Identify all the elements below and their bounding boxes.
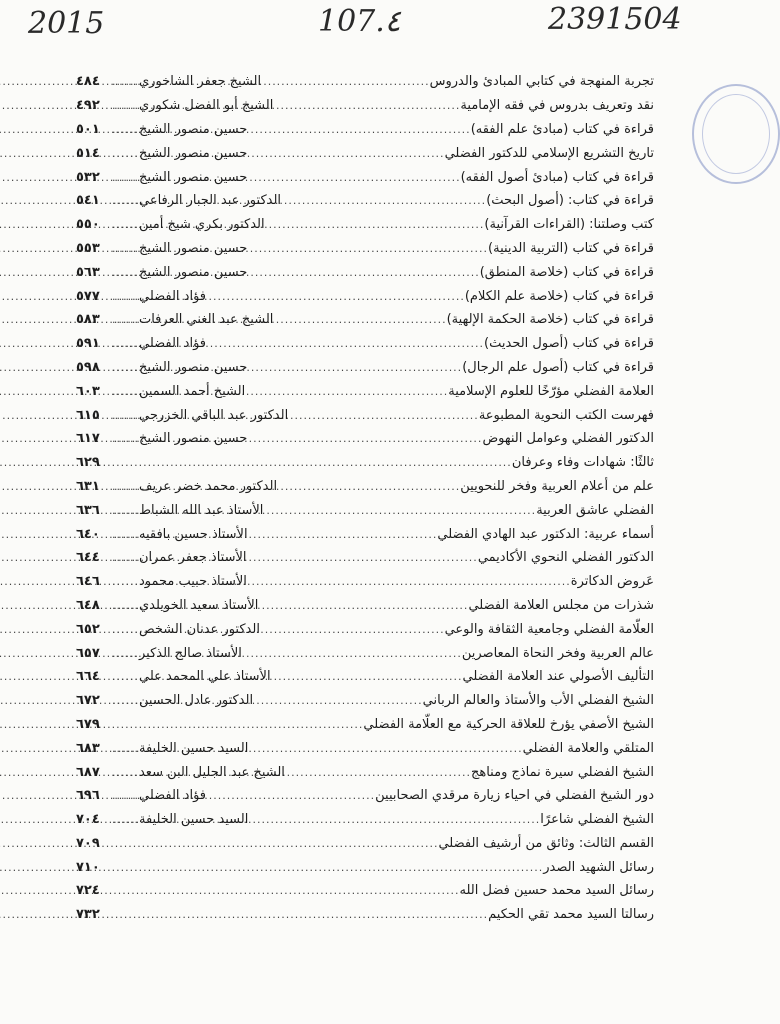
toc-entry-title: قراءة في كتاب (التربية الدينية) <box>488 240 654 256</box>
toc-entry <box>76 641 654 665</box>
toc-leader-dots <box>247 123 470 136</box>
toc-leader-dots <box>281 194 486 207</box>
toc-leader-dots <box>112 694 139 707</box>
toc-entry <box>76 855 654 879</box>
toc-leader-dots <box>285 766 471 779</box>
toc-leader-dots <box>112 171 139 184</box>
toc-leader-dots <box>112 837 438 850</box>
toc-entry-author: الشيخ أبو الفضل شكوري <box>138 98 274 114</box>
toc-entry-page-number: ٦٣١ <box>76 478 100 494</box>
toc-entry <box>76 903 654 927</box>
toc-leader-dots <box>112 575 139 588</box>
toc-entry-author: الدكتور بكري شيخ أمين <box>138 217 265 233</box>
toc-entry-title: قراءة في كتاب (أصول الحديث) <box>484 336 654 352</box>
toc-entry-title: قراءة في كتاب (خلاصة الحكمة الإلهية) <box>446 312 654 328</box>
toc-leader-dots <box>112 599 139 612</box>
toc-entry-title: نقد وتعريف بدروس في فقه الإمامية <box>460 98 654 114</box>
toc-entry-author: الأستاذ جعفر عمران <box>138 550 247 566</box>
toc-entry-title: عَروض الدكاترة <box>570 574 654 590</box>
toc-entry-page-number: ٧١٠ <box>76 859 100 875</box>
toc-leader-dots <box>112 480 139 493</box>
toc-leader-dots <box>245 385 448 398</box>
toc-entry <box>76 260 654 284</box>
toc-leader-dots <box>112 456 512 469</box>
toc-entry-page-number: ٥٣٢ <box>76 169 100 185</box>
toc-entry <box>76 665 654 689</box>
toc-entry-page-number: ٤٨٤ <box>76 74 100 90</box>
toc-leader-dots <box>247 171 460 184</box>
toc-entry <box>76 760 654 784</box>
toc-entry-title: الدكتور الفضلي النحوي الأكاديمي <box>477 550 654 566</box>
toc-leader-dots <box>112 908 488 921</box>
toc-entry-title: رسالتا السيد محمد تقي الحكيم <box>488 907 654 923</box>
toc-leader-dots <box>247 266 479 279</box>
toc-entry-title: قراءة في كتاب (أصول علم الرجال) <box>462 359 654 375</box>
toc-entry <box>76 736 654 760</box>
toc-leader-dots <box>112 718 363 731</box>
toc-entry-author: الشيخ عبد الجليل البن سعد <box>138 764 285 780</box>
toc-entry-page-number: ٧٢٤ <box>76 883 100 899</box>
toc-entry-page-number: ٥٨٣ <box>76 312 100 328</box>
toc-leader-dots <box>112 123 139 136</box>
toc-entry <box>76 403 654 427</box>
toc-leader-dots <box>260 623 445 636</box>
toc-leader-dots <box>261 75 429 88</box>
toc-leader-dots <box>112 313 139 326</box>
toc-leader-dots <box>112 218 139 231</box>
toc-entry <box>76 713 654 737</box>
toc-entry <box>76 70 654 94</box>
handwritten-call-number: 107.٤ <box>318 4 401 39</box>
toc-entry-title: قراءة في كتاب (خلاصة المنطق) <box>479 264 654 280</box>
toc-entry-title: التأليف الأصولي عند العلامة الفضلي <box>462 669 654 685</box>
toc-entry-title: الشيخ الأصفي يؤرخ للعلاقة الحركية مع العلّامة الفضلي <box>363 716 654 732</box>
toc-leader-dots <box>277 480 460 493</box>
handwritten-year: 2015 <box>28 6 105 41</box>
toc-entry-title: الشيخ الفضلي شاعرًا <box>540 812 654 828</box>
toc-entry-title: الدكتور الفضلي وعوامل النهوض <box>482 431 654 447</box>
toc-entry-page-number: ٥٧٧ <box>76 288 100 304</box>
toc-entry-author: الشيخ عبد الغني العرفات <box>138 312 274 328</box>
toc-entry <box>76 451 654 475</box>
toc-leader-dots <box>112 361 139 374</box>
toc-entry <box>76 808 654 832</box>
toc-entry-author: حسين منصور الشيخ <box>138 431 248 447</box>
toc-entry-author: حسين منصور الشيخ <box>138 145 248 161</box>
toc-entry-title: تجربة المنهجة في كتابي المبادئ والدروس <box>429 74 654 90</box>
toc-entry-page-number: ٦٩٦ <box>76 788 100 804</box>
toc-entry-author: الدكتور عدنان الشخص <box>138 621 260 637</box>
toc-entry-page-number: ٥٦٣ <box>76 264 100 280</box>
toc-entry-page-number: ٥٩٨ <box>76 359 100 375</box>
toc-leader-dots <box>112 385 139 398</box>
toc-entry-page-number: ٤٩٢ <box>76 98 100 114</box>
toc-leader-dots <box>112 337 139 350</box>
toc-leader-dots <box>206 337 484 350</box>
toc-entry <box>76 213 654 237</box>
toc-entry-author: حسين منصور الشيخ <box>138 264 248 280</box>
table-of-contents <box>76 70 654 927</box>
toc-leader-dots <box>112 75 139 88</box>
toc-entry-author: فؤاد الفضلي <box>138 288 207 304</box>
toc-entry-author: السيد حسين الخليفة <box>138 812 249 828</box>
toc-entry-page-number: ٥٥٣ <box>76 240 100 256</box>
toc-entry-author: فؤاد الفضلي <box>138 336 207 352</box>
toc-entry-title: العلّامة الفضلي وجامعية الثقافة والوعي <box>444 621 654 637</box>
toc-entry-page-number: ٦٤٨ <box>76 597 100 613</box>
toc-leader-dots <box>242 647 462 660</box>
toc-leader-dots <box>271 670 463 683</box>
toc-entry-title: علم من أعلام العربية وفخر للنحويين <box>460 478 654 494</box>
toc-leader-dots <box>273 99 460 112</box>
toc-entry-title: قراءة في كتاب (خلاصة علم الكلام) <box>464 288 654 304</box>
toc-entry-page-number: ٧٠٩ <box>76 835 100 851</box>
toc-leader-dots <box>112 99 139 112</box>
toc-entry-title: العلامة الفضلي مؤرّخًا للعلوم الإسلامية <box>448 383 654 399</box>
toc-entry <box>76 189 654 213</box>
toc-leader-dots <box>247 551 478 564</box>
toc-entry-title: الشيخ الفضلي الأب والأستاذ والعالم الرباني <box>422 693 654 709</box>
toc-entry-author: حسين منصور الشيخ <box>138 169 248 185</box>
toc-entry-page-number: ٥٥٠ <box>76 217 100 233</box>
toc-entry-title: ثالثًا: شهادات وفاء وعرفان <box>511 455 654 471</box>
toc-leader-dots <box>112 266 139 279</box>
toc-entry-page-number: ٦٨٣ <box>76 740 100 756</box>
toc-leader-dots <box>112 551 139 564</box>
toc-entry-page-number: ٦٥٢ <box>76 621 100 637</box>
toc-entry-title: قراءة في كتاب: (أصول البحث) <box>486 193 654 209</box>
toc-entry-author: الدكتور عادل الحسين <box>138 693 254 709</box>
toc-leader-dots <box>247 432 482 445</box>
toc-entry-page-number: ٦٤٠ <box>76 526 100 542</box>
toc-leader-dots <box>112 647 139 660</box>
toc-leader-dots <box>112 742 139 755</box>
handwritten-accession-number: 2391504 <box>548 2 682 37</box>
toc-entry-title: القسم الثالث: وثائق من أرشيف الفضلي <box>438 835 654 851</box>
toc-entry-page-number: ٧٠٤ <box>76 812 100 828</box>
toc-entry-title: قراءة في كتاب (مبادئ أصول الفقه) <box>460 169 654 185</box>
toc-leader-dots <box>248 528 438 541</box>
toc-entry-page-number: ٦٣٦ <box>76 502 100 518</box>
toc-leader-dots <box>263 504 536 517</box>
toc-entry-title: شذرات من مجلس العلامة الفضلي <box>468 597 654 613</box>
toc-leader-dots <box>112 409 139 422</box>
toc-leader-dots <box>112 528 139 541</box>
toc-entry-title: الشيخ الفضلي سيرة نماذج ومناهج <box>470 764 654 780</box>
toc-entry <box>76 237 654 261</box>
toc-entry-author: السيد حسين الخليفة <box>138 740 249 756</box>
toc-entry <box>76 141 654 165</box>
toc-entry <box>76 522 654 546</box>
toc-leader-dots <box>258 599 468 612</box>
toc-entry-page-number: ٦١٥ <box>76 407 100 423</box>
toc-entry-title: قراءة في كتاب (مبادئ علم الفقه) <box>470 121 654 137</box>
toc-entry-page-number: ٦٦٤ <box>76 669 100 685</box>
toc-entry <box>76 546 654 570</box>
toc-entry-page-number: ٥٩١ <box>76 336 100 352</box>
toc-entry <box>76 570 654 594</box>
toc-entry-author: الدكتور عبد الجبار الرفاعي <box>138 193 282 209</box>
toc-entry <box>76 356 654 380</box>
toc-entry-page-number: ٦٠٣ <box>76 383 100 399</box>
toc-entry-page-number: ٧٣٢ <box>76 907 100 923</box>
toc-entry-author: الأستاذ صالح الذكير <box>138 645 242 661</box>
library-stamp <box>692 84 780 184</box>
toc-entry-page-number: ٦٤٦ <box>76 574 100 590</box>
toc-entry <box>76 332 654 356</box>
toc-entry <box>76 617 654 641</box>
toc-entry-page-number: ٦٢٩ <box>76 455 100 471</box>
toc-entry-page-number: ٦٧٩ <box>76 716 100 732</box>
toc-entry-author: الأستاذ سعيد الخويلدي <box>138 597 259 613</box>
toc-leader-dots <box>112 884 460 897</box>
toc-leader-dots <box>112 789 139 802</box>
toc-entry <box>76 879 654 903</box>
toc-leader-dots <box>112 861 543 874</box>
toc-leader-dots <box>112 194 139 207</box>
toc-leader-dots <box>112 670 139 683</box>
toc-leader-dots <box>206 290 465 303</box>
toc-leader-dots <box>247 575 571 588</box>
toc-leader-dots <box>288 409 479 422</box>
toc-leader-dots <box>273 313 446 326</box>
toc-leader-dots <box>112 290 139 303</box>
toc-entry-title: رسائل الشهيد الصدر <box>543 859 654 875</box>
toc-entry-title: عالم العربية وفخر النحاة المعاصرين <box>461 645 654 661</box>
toc-leader-dots <box>247 147 444 160</box>
toc-leader-dots <box>112 504 139 517</box>
toc-entry-title: فهرست الكتب النحوية المطبوعة <box>478 407 654 423</box>
toc-leader-dots <box>112 432 139 445</box>
toc-entry-page-number: ٦٧٢ <box>76 693 100 709</box>
toc-leader-dots <box>253 694 423 707</box>
toc-entry-page-number: ٦١٧ <box>76 431 100 447</box>
toc-entry-author: الدكتور محمد خضر عريف <box>138 478 278 494</box>
toc-entry-title: المتلقي والعلامة الفضلي <box>522 740 654 756</box>
toc-entry-author: الأستاذ عبد الله الشباط <box>138 502 264 518</box>
toc-entry-author: الشيخ أحمد السمين <box>138 383 246 399</box>
toc-entry <box>76 118 654 142</box>
toc-leader-dots <box>206 789 375 802</box>
toc-leader-dots <box>248 742 522 755</box>
toc-entry-author: حسين منصور الشيخ <box>138 240 248 256</box>
toc-entry-page-number: ٦٨٧ <box>76 764 100 780</box>
toc-entry-author: الشيخ جعفر الشاخوري <box>138 74 262 90</box>
toc-leader-dots <box>247 361 462 374</box>
toc-entry <box>76 379 654 403</box>
toc-entry-title: كتب وصلتنا: (القراءات القرآنية) <box>484 217 654 233</box>
toc-entry <box>76 308 654 332</box>
toc-entry-title: رسائل السيد محمد حسين فضل الله <box>459 883 654 899</box>
toc-entry <box>76 475 654 499</box>
toc-entry <box>76 284 654 308</box>
toc-leader-dots <box>265 218 485 231</box>
toc-entry-author: الأستاذ حسين بافقيه <box>138 526 248 542</box>
toc-leader-dots <box>112 623 139 636</box>
toc-leader-dots <box>112 813 139 826</box>
toc-entry-title: تاريخ التشريع الإسلامي للدكتور الفضلي <box>444 145 654 161</box>
toc-entry-page-number: ٥٤١ <box>76 193 100 209</box>
toc-entry <box>76 94 654 118</box>
toc-leader-dots <box>112 766 139 779</box>
toc-entry <box>76 165 654 189</box>
toc-entry-author: الأستاذ حبيب محمود <box>138 574 247 590</box>
toc-entry-author: حسين منصور الشيخ <box>138 121 248 137</box>
toc-entry-title: الفضلي عاشق العربية <box>536 502 654 518</box>
toc-entry-author: الدكتور عبد الباقي الخزرجي <box>138 407 289 423</box>
toc-entry <box>76 594 654 618</box>
toc-entry-page-number: ٦٥٧ <box>76 645 100 661</box>
toc-entry-author: الأستاذ علي المحمد علي <box>138 669 271 685</box>
toc-entry <box>76 498 654 522</box>
toc-leader-dots <box>247 242 488 255</box>
toc-entry <box>76 832 654 856</box>
toc-entry-author: فؤاد الفضلي <box>138 788 207 804</box>
toc-entry-page-number: ٥٠١ <box>76 121 100 137</box>
toc-entry-page-number: ٦٤٤ <box>76 550 100 566</box>
toc-entry-page-number: ٥١٤ <box>76 145 100 161</box>
toc-entry-author: حسين منصور الشيخ <box>138 359 248 375</box>
toc-leader-dots <box>112 147 139 160</box>
toc-leader-dots <box>112 242 139 255</box>
toc-entry-title: أسماء عربية: الدكتور عبد الهادي الفضلي <box>437 526 654 542</box>
toc-entry <box>76 689 654 713</box>
toc-leader-dots <box>248 813 540 826</box>
toc-entry-title: دور الشيخ الفضلي في احياء زيارة مرقدي الصحابيين <box>375 788 654 804</box>
toc-entry <box>76 784 654 808</box>
toc-entry <box>76 427 654 451</box>
